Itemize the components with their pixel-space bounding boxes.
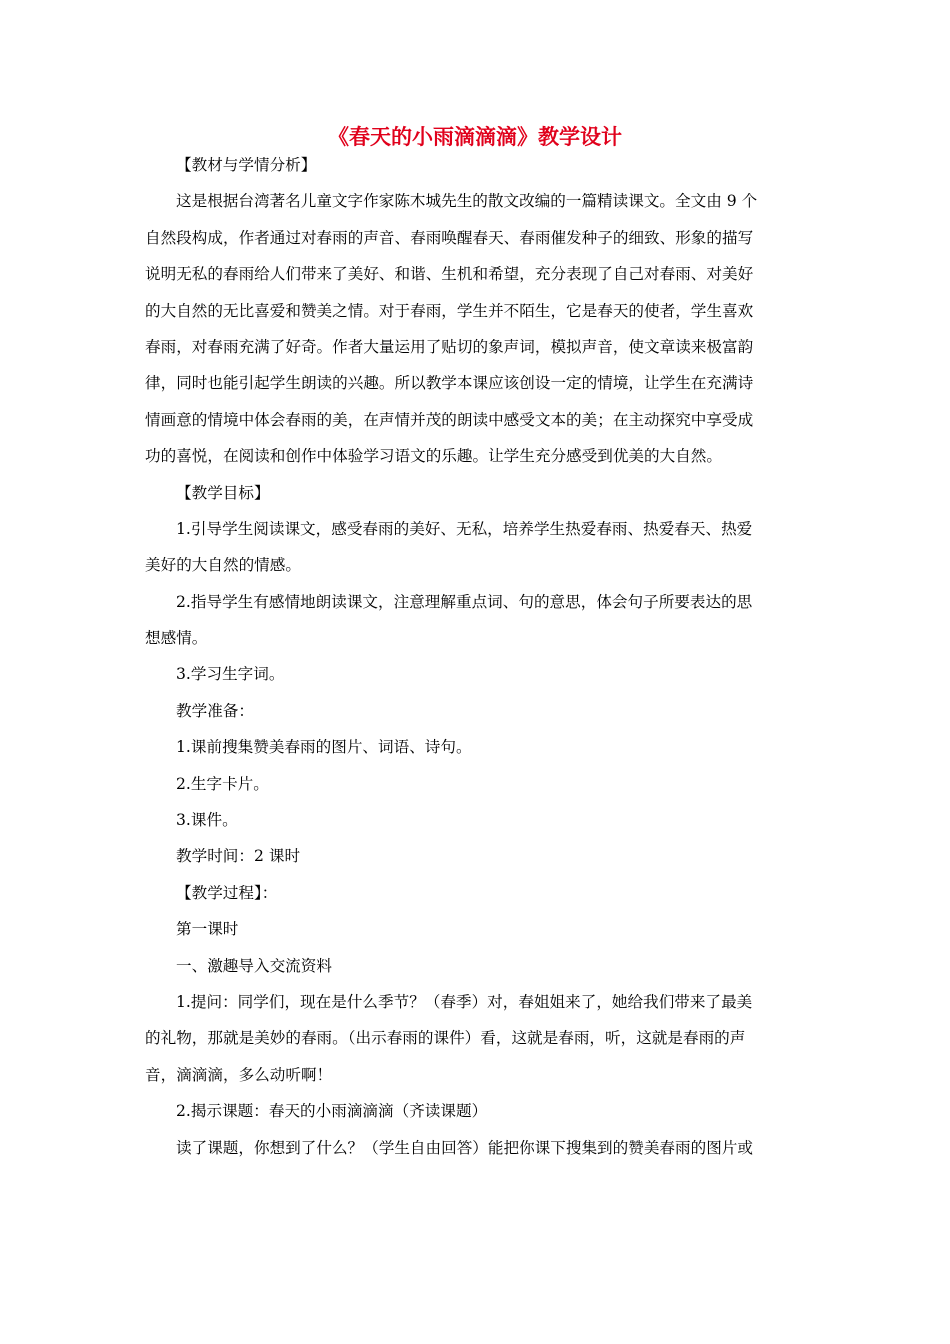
analysis-line: 功的喜悦，在阅读和创作中体验学习语文的乐趣。让学生充分感受到优美的大自然。 bbox=[145, 447, 722, 466]
process-heading: 【教学过程】： bbox=[176, 883, 278, 902]
document-title: 《春天的小雨滴滴滴》教学设计 bbox=[328, 125, 622, 149]
prep-item: 2.生字卡片。 bbox=[176, 774, 269, 793]
goal-line: 2.指导学生有感情地朗读课文，注意理解重点词、句的意思，体会句子所要表达的思 bbox=[176, 592, 753, 611]
goal-line: 想感情。 bbox=[145, 629, 208, 648]
analysis-line: 情画意的情境中体会春雨的美，在声情并茂的朗读中感受文本的美；在主动探究中享受成 bbox=[145, 410, 754, 429]
step-line: 的礼物，那就是美妙的春雨。（出示春雨的课件）看，这就是春雨，听，这就是春雨的声 bbox=[145, 1029, 746, 1048]
step-line: 读了课题，你想到了什么？（学生自由回答）能把你课下搜集到的赞美春雨的图片或 bbox=[176, 1138, 753, 1157]
goal-line: 3.学习生字词。 bbox=[176, 665, 285, 684]
analysis-line: 这是根据台湾著名儿童文字作家陈木城先生的散文改编的一篇精读课文。全文由 9 个 bbox=[176, 192, 758, 211]
analysis-heading: 【教材与学情分析】 bbox=[176, 156, 317, 174]
analysis-line: 律，同时也能引起学生朗读的兴趣。所以教学本课应该创设一定的情境，让学生在充满诗 bbox=[145, 374, 754, 393]
step-line: 音，滴滴滴，多么动听啊！ bbox=[145, 1065, 333, 1084]
step-line: 1.提问：同学们，现在是什么季节？（春季）对，春姐姐来了，她给我们带来了最美 bbox=[176, 992, 753, 1011]
step-heading: 一、激趣导入交流资料 bbox=[176, 956, 332, 975]
analysis-line: 的大自然的无比喜爱和赞美之情。对于春雨，学生并不陌生，它是春天的使者，学生喜欢 bbox=[145, 301, 754, 320]
prep-item: 1.课前搜集赞美春雨的图片、词语、诗句。 bbox=[176, 738, 472, 757]
document-body bbox=[145, 147, 807, 1166]
analysis-line: 说明无私的春雨给人们带来了美好、和谐、生机和希望，充分表现了自己对春雨、对美好 bbox=[145, 265, 754, 284]
teaching-time: 教学时间：2 课时 bbox=[176, 847, 301, 866]
analysis-line: 自然段构成，作者通过对春雨的声音、春雨唤醒春天、春雨催发种子的细致、形象的描写 bbox=[145, 228, 754, 247]
lesson-heading: 第一课时 bbox=[176, 920, 239, 939]
prep-item: 3.课件。 bbox=[176, 811, 238, 830]
prep-heading: 教学准备： bbox=[176, 701, 254, 720]
analysis-line: 春雨，对春雨充满了好奇。作者大量运用了贴切的象声词，模拟声音，使文章读来极富韵 bbox=[145, 337, 754, 356]
goal-line: 1.引导学生阅读课文，感受春雨的美好、无私，培养学生热爱春雨、热爱春天、热爱 bbox=[176, 519, 753, 538]
goals-heading: 【教学目标】 bbox=[176, 483, 270, 502]
step-line: 2.揭示课题：春天的小雨滴滴滴（齐读课题） bbox=[176, 1102, 488, 1121]
goal-line: 美好的大自然的情感。 bbox=[145, 556, 301, 575]
